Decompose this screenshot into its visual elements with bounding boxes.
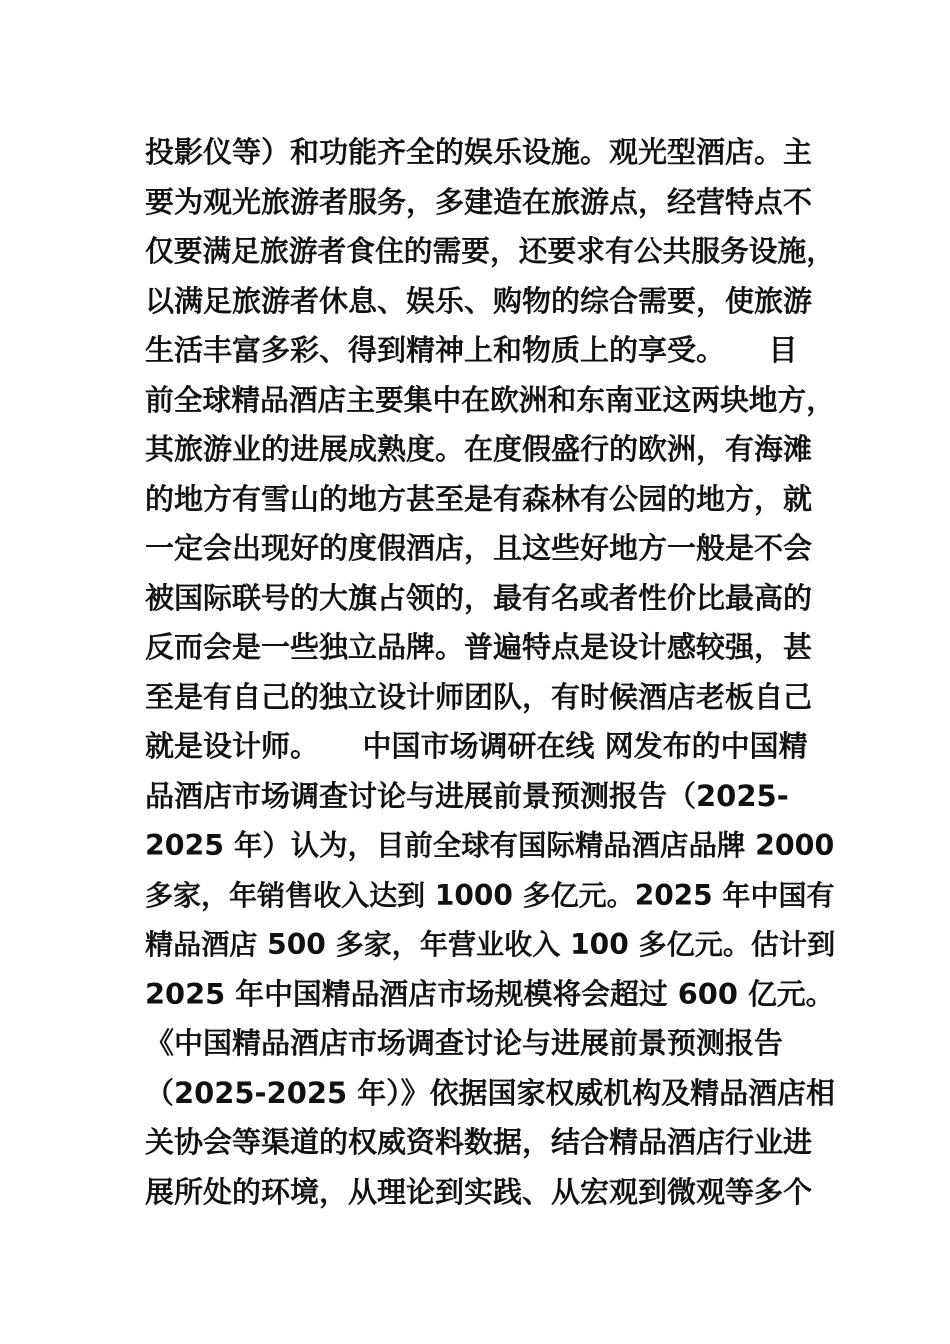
text-line: 生活丰富多彩、得到精神上和物质上的享受。 目 <box>145 333 798 367</box>
text-line: 其旅游业的进展成熟度。在度假盛行的欧洲，有海滩 <box>145 432 813 466</box>
body-text <box>145 128 836 1217</box>
text-line: 以满足旅游者休息、娱乐、购物的综合需要，使旅游 <box>145 283 813 318</box>
text-line: 反而会是一些独立品牌。普遍特点是设计感较强，甚 <box>145 630 813 664</box>
text-line: 至是有自己的独立设计师团队，有时候酒店老板自己 <box>145 679 813 714</box>
text-line: 被国际联号的大旗占领的，最有名或者性价比最高的 <box>145 580 813 615</box>
text-line: 仅要满足旅游者食住的需要，还要求有公共服务设施， <box>145 234 835 268</box>
text-line: 2025 年中国精品酒店市场规模将会超过 600 亿元。 <box>145 976 835 1011</box>
text-line: 2025 年）认为，目前全球有国际精品酒店品牌 2000 <box>145 829 835 862</box>
text-line: 关协会等渠道的权威资料数据，结合精品酒店行业进 <box>145 1125 813 1159</box>
text-line: 就是设计师。 中国市场调研在线 网发布的中国精 <box>145 729 808 763</box>
text-line: 多家，年销售收入达到 1000 多亿元。2025 年中国有 <box>145 878 835 912</box>
text-line: 要为观光旅游者服务，多建造在旅游点，经营特点不 <box>145 184 813 219</box>
text-line: 展所处的环境，从理论到实践、从宏观到微观等多个 <box>145 1174 813 1209</box>
text-line: （2025-2025 年）》依据国家权威机构及精品酒店相 <box>145 1075 835 1110</box>
text-line: 一定会出现好的度假酒店，且这些好地方一般是不会 <box>145 531 813 565</box>
text-line: 前全球精品酒店主要集中在欧洲和东南亚这两块地方， <box>145 382 835 417</box>
text-line: 品酒店市场调查讨论与进展前景预测报告（2025- <box>145 778 789 813</box>
text-line: 《中国精品酒店市场调查讨论与进展前景预测报告 <box>145 1026 784 1060</box>
text-line: 的地方有雪山的地方甚至是有森林有公园的地方，就 <box>145 481 813 516</box>
text-line: 精品酒店 500 多家，年营业收入 100 多亿元。估计到 <box>145 928 836 961</box>
text-line: 投影仪等）和功能齐全的娱乐设施。观光型酒店。主 <box>145 135 813 169</box>
